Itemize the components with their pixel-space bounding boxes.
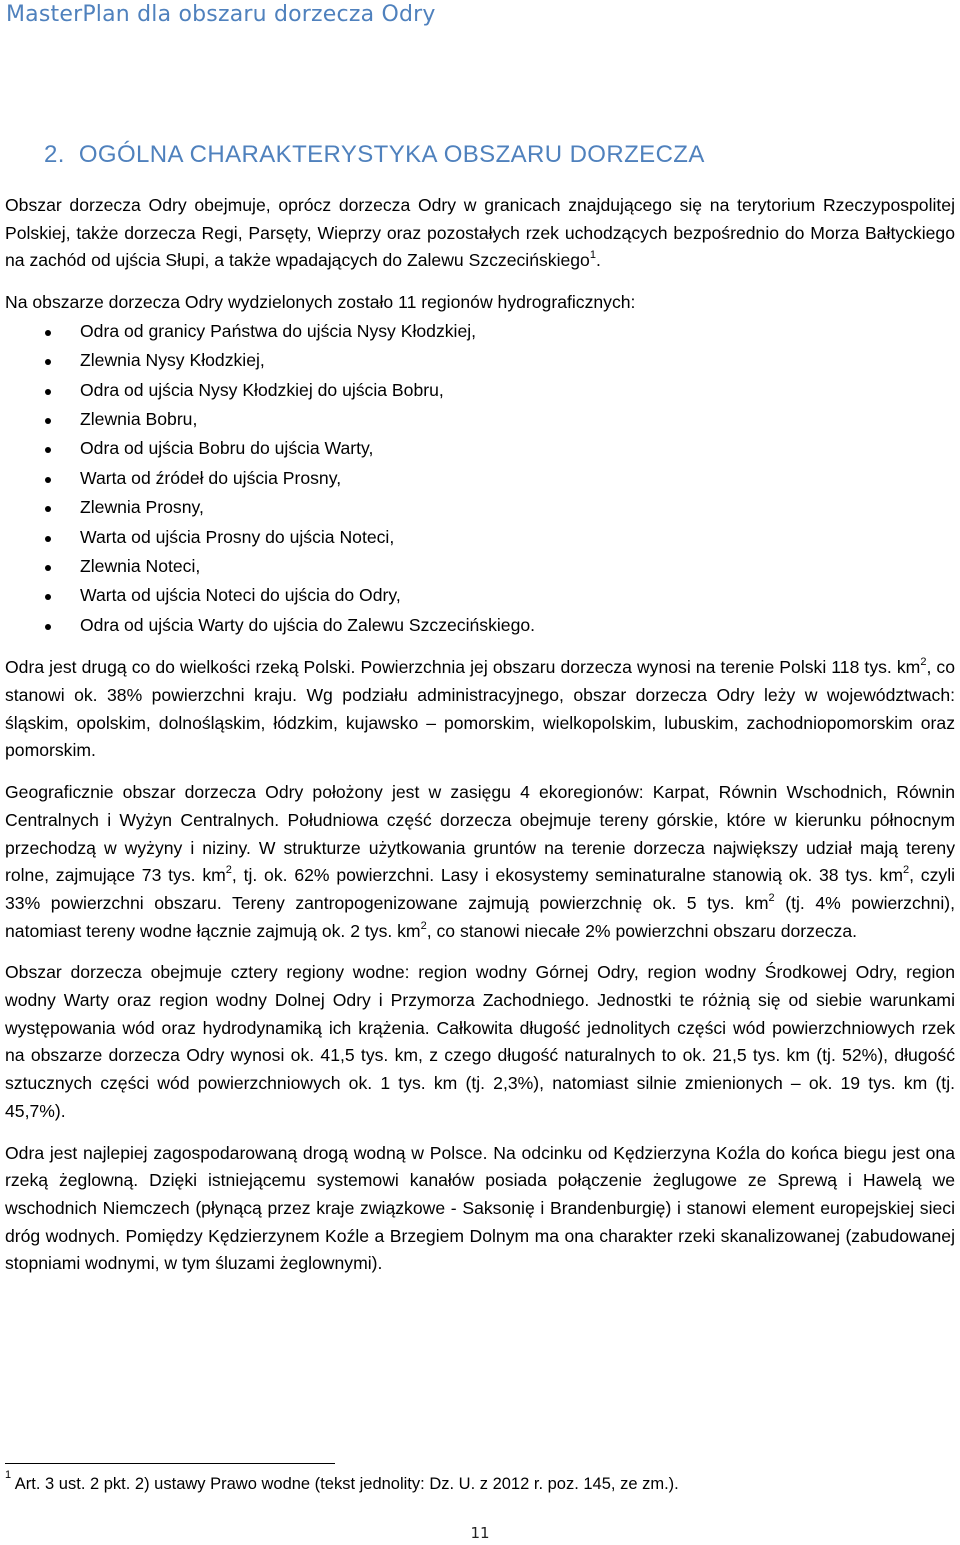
list-item: Odra od granicy Państwa do ujścia Nysy Kłodzkiej,: [5, 317, 955, 346]
section-heading: [44, 141, 705, 169]
bullet-icon: [45, 447, 51, 453]
section-title: OGÓLNA CHARAKTERYSTYKA OBSZARU DORZECZA: [78, 141, 705, 168]
water-regions-paragraph: Obszar dorzecza obejmuje cztery regiony wodne: region wodny Górnej Odry, region wodny Środkowej Odry, region wodny Warty oraz region wodny Dolnej Odry i Przymorza Zachodniego. Jednostki te różnią się od siebie warunkami występowania wód oraz hydrodynamiką ich krążenia. Całkowita długość jednolitych części wód powierzchniowych rzek na obszarze dorzecza Odry wynosi ok. 41,5 tys. km, z czego długość naturalnych to ok. 21,5 tys. km (tj. 52%), długość sztucznych części wód powierzchniowych ok. 1 tys. km (tj. 2,3%), natomiast silnie zmienionych – ok. 19 tys. km (tj. 45,7%).: [5, 962, 955, 1121]
section-number: 2.: [44, 141, 65, 168]
regions-lead: Na obszarze dorzecza Odry wydzielonych zostało 11 regionów hydrograficznych:: [5, 292, 636, 313]
bullet-icon: [45, 477, 51, 483]
footnote-text: Art. 3 ust. 2 pkt. 2) ustawy Prawo wodne (tekst jednolity: Dz. U. z 2012 r. poz. 145, ze zm.).: [11, 1475, 679, 1493]
list-item: Odra od ujścia Warty do ujścia do Zalewu Szczecińskiego.: [5, 611, 955, 640]
bullet-icon: [45, 389, 51, 395]
list-item: Zlewnia Nysy Kłodzkiej,: [5, 346, 955, 375]
area-paragraph: Odra jest drugą co do wielkości rzeką Polski. Powierzchnia jej obszaru dorzecza wynosi na terenie Polski 118 tys. $km^2$, co stanowi ok. 38% powierzchni kraju. Wg podziału administracyjnego, obszar dorzecza Odry leży w województwach: śląskim, opolskim, dolnośląskim, łódzkim, kujawsko – pomorskim, wielkopolskim, lubuskim, zachodniopomorskim oraz pomorskim.: [5, 656, 955, 761]
bullet-icon: [45, 330, 51, 336]
bullet-icon: [45, 594, 51, 600]
list-item: Odra od ujścia Bobru do ujścia Warty,: [5, 434, 955, 463]
navigation-paragraph: Odra jest najlepiej zagospodarowaną drogą wodną w Polsce. Na odcinku od Kędzierzyna Koźla do końca biegu jest ona rzeką żeglowną. Dzięki istniejącemu systemowi kanałów posiada połączenie żeglugowe ze Sprewą i Hawelą we wschodnich Niemczech (płynącą przez kraje związkowe - Saksonię i Brandenburgię) i stanowi element europejskiej sieci dróg wodnych. Pomiędzy Kędzierzynem Koźle a Brzegiem Dolnym ma ona charakter rzeki skanalizowanej (zabudowanej stopniami wodnymi, w tym śluzami żeglownymi).: [5, 1142, 955, 1274]
bullet-icon: [45, 536, 51, 542]
list-item: Warta od ujścia Prosny do ujścia Noteci,: [5, 523, 955, 552]
list-item: Warta od źródeł do ujścia Prosny,: [5, 464, 955, 493]
bullet-icon: [45, 624, 51, 630]
footnote-mark: 1: [5, 1469, 12, 1482]
bullet-icon: [45, 506, 51, 512]
regions-list: [5, 317, 955, 640]
bullet-icon: [45, 359, 51, 365]
intro-end: .: [595, 250, 601, 271]
intro-paragraph: [5, 192, 955, 275]
bullet-icon: [45, 418, 51, 424]
list-item: Zlewnia Prosny,: [5, 493, 955, 522]
running-header: MasterPlan dla obszaru dorzecza Odry: [6, 2, 436, 27]
bullet-icon: [45, 565, 51, 571]
body-text: [5, 192, 955, 1292]
list-item: Zlewnia Noteci,: [5, 552, 955, 581]
list-item: Warta od ujścia Noteci do ujścia do Odry,: [5, 581, 955, 610]
footnote-divider: [5, 1463, 335, 1464]
footnote-ref[interactable]: 1: [589, 249, 596, 262]
footnote: [5, 1469, 679, 1494]
list-item: Odra od ujścia Nysy Kłodzkiej do ujścia Bobru,: [5, 376, 955, 405]
intro-text: Obszar dorzecza Odry obejmuje, oprócz dorzecza Odry w granicach znajdującego się na terytorium Rzeczypospolitej Polskiej, także dorzecza Regi, Parsęty, Wieprzy oraz pozostałych rzek uchodzących bezpośrednio do Morza Bałtyckiego na zachód od ujścia Słupi, a także wpadających do Zalewu Szczecińskiego: [5, 195, 955, 271]
geography-paragraph: Geograficznie obszar dorzecza Odry położony jest w zasięgu 4 ekoregionów: Karpat, Równin Wschodnich, Równin Centralnych i Wyżyn Centralnych. Południowa część dorzecza obejmuje tereny górskie, które w kierunku północnym przechodzą w wyżyny i niziny. W strukturze użytkowania gruntów na terenie dorzecza największy udział mają tereny rolne, zajmujące 73 tys. $km^2$, tj. ok. 62% powierzchni. Lasy i ekosystemy seminaturalne stanowią ok. 38 tys. $km^2$, czyli 33% powierzchni obszaru. Tereny zantropogenizowane zajmują powierzchnię ok. 5 tys. $km^2$ (tj. 4% powierzchni), natomiast tereny wodne łącznie zajmują ok. 2 tys. $km^2$, co stanowi niecałe 2% powierzchni obszaru dorzecza.: [5, 782, 956, 941]
page-number: 11: [470, 1524, 490, 1542]
list-item: Zlewnia Bobru,: [5, 405, 955, 434]
